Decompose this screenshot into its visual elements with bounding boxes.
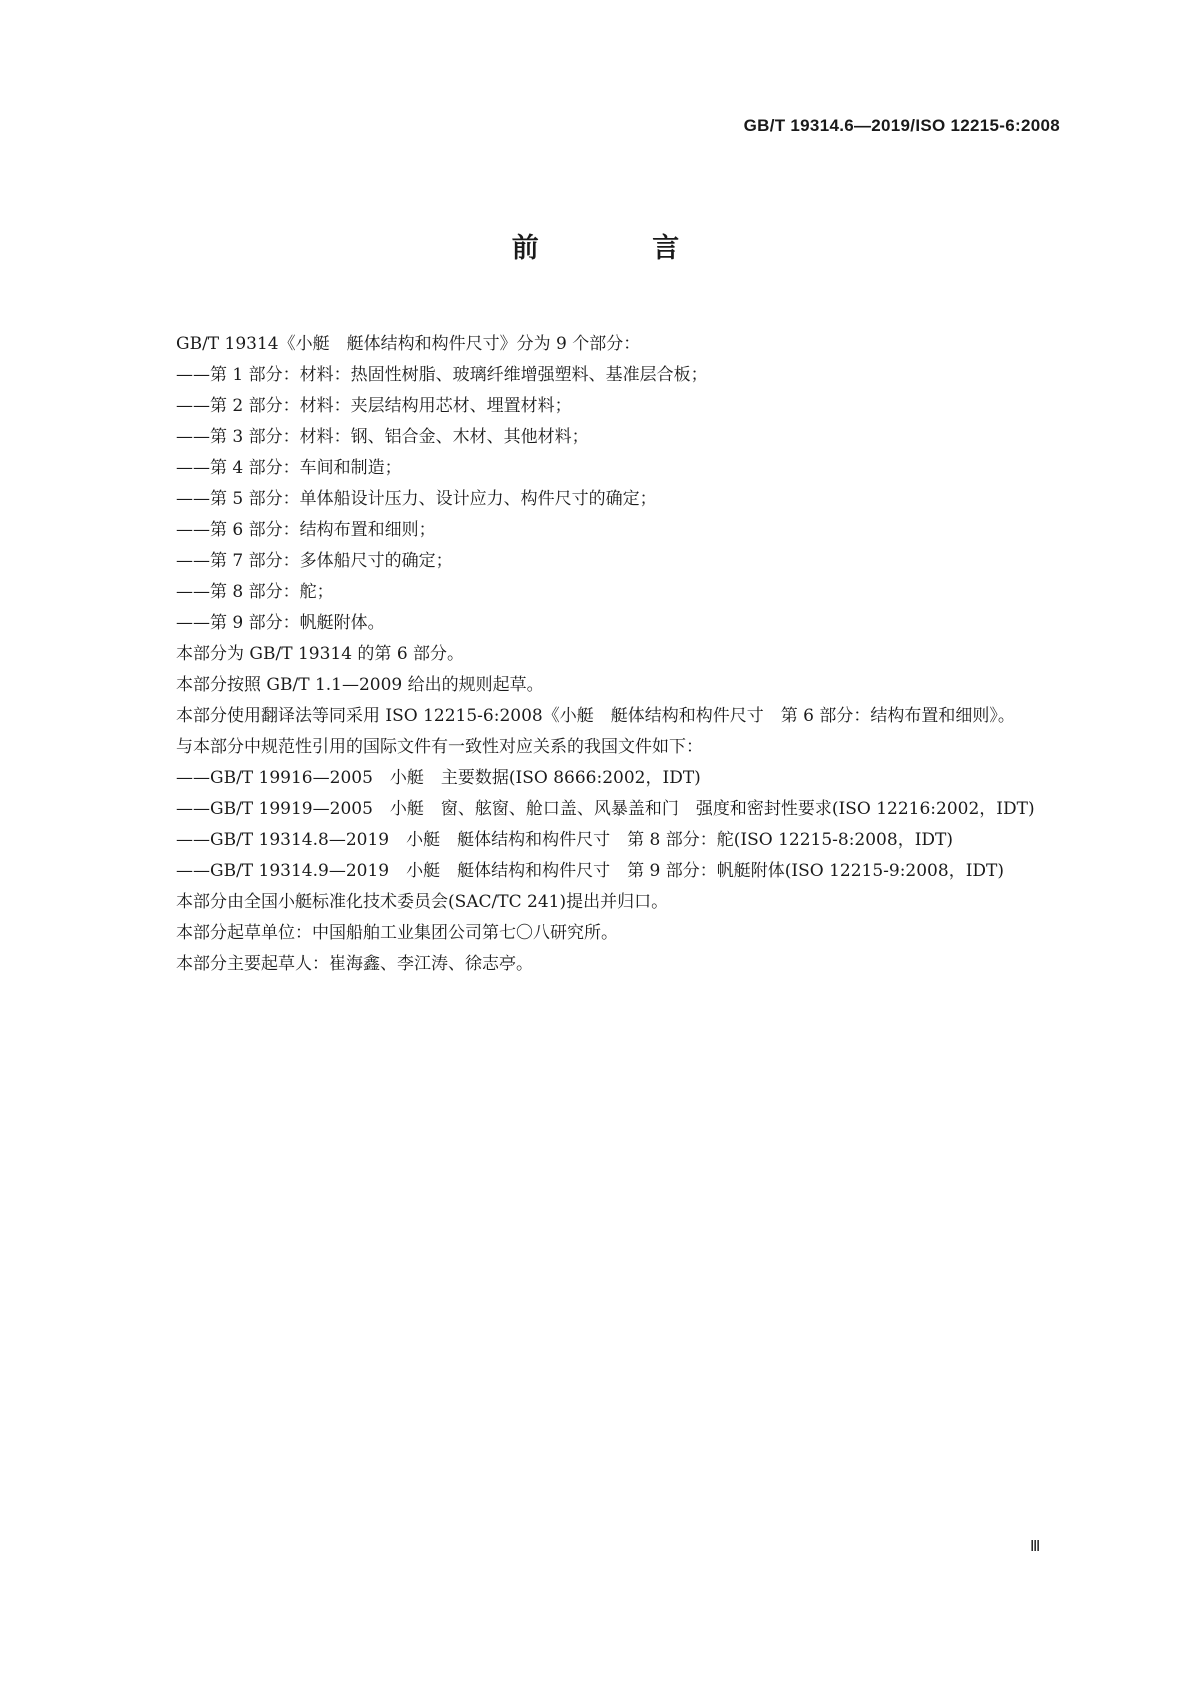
foreword-body bbox=[176, 329, 1064, 980]
reference-list-item: ——GB/T 19314.9—2019 小艇 艇体结构和构件尺寸 第 9 部分：帆艇附体(ISO 12215-9:2008，IDT) bbox=[176, 861, 1005, 881]
part-list-item: ——第 9 部分：帆艇附体。 bbox=[176, 613, 385, 633]
standard-code-header: GB/T 19314.6—2019/ISO 12215-6:2008 bbox=[743, 116, 1060, 135]
part-list-item: ——第 7 部分：多体船尺寸的确定； bbox=[176, 551, 453, 571]
this-part-statement: 本部分为 GB/T 19314 的第 6 部分。 bbox=[176, 644, 465, 664]
part-list-item: ——第 5 部分：单体船设计压力、设计应力、构件尺寸的确定； bbox=[176, 489, 657, 509]
page-number: Ⅲ bbox=[1030, 1539, 1041, 1555]
reference-list-item: ——GB/T 19314.8—2019 小艇 艇体结构和构件尺寸 第 8 部分：舵(ISO 12215-8:2008，IDT) bbox=[176, 830, 954, 850]
intro-paragraph: GB/T 19314《小艇 艇体结构和构件尺寸》分为 9 个部分： bbox=[176, 334, 641, 354]
part-list-item: ——第 8 部分：舵； bbox=[176, 582, 334, 602]
reference-list-item: ——GB/T 19919—2005 小艇 窗、舷窗、舱口盖、风暴盖和门 强度和密封性要求(ISO 12216:2002，IDT) bbox=[176, 799, 1035, 819]
drafting-unit-statement: 本部分起草单位：中国船舶工业集团公司第七〇八研究所。 bbox=[176, 923, 618, 943]
translation-statement: 本部分使用翻译法等同采用 ISO 12215-6:2008《小艇 艇体结构和构件尺寸 第 6 部分：结构布置和细则》。 bbox=[176, 706, 1015, 726]
part-list-item: ——第 2 部分：材料：夹层结构用芯材、埋置材料； bbox=[176, 396, 572, 416]
part-list-item: ——第 1 部分：材料：热固性树脂、玻璃纤维增强塑料、基准层合板； bbox=[176, 365, 708, 385]
drafting-rules-statement: 本部分按照 GB/T 1.1—2009 给出的规则起草。 bbox=[176, 675, 544, 695]
drafters-statement: 本部分主要起草人：崔海鑫、李江涛、徐志亭。 bbox=[176, 954, 533, 974]
correspondence-intro: 与本部分中规范性引用的国际文件有一致性对应关系的我国文件如下： bbox=[176, 737, 703, 757]
proposed-by-statement: 本部分由全国小艇标准化技术委员会(SAC/TC 241)提出并归口。 bbox=[176, 892, 669, 912]
part-list-item: ——第 3 部分：材料：钢、铝合金、木材、其他材料； bbox=[176, 427, 589, 447]
part-list-item: ——第 4 部分：车间和制造； bbox=[176, 458, 402, 478]
page-title: 前 言 bbox=[511, 233, 732, 264]
reference-list-item: ——GB/T 19916—2005 小艇 主要数据(ISO 8666:2002，IDT) bbox=[176, 768, 701, 788]
part-list-item: ——第 6 部分：结构布置和细则； bbox=[176, 520, 436, 540]
